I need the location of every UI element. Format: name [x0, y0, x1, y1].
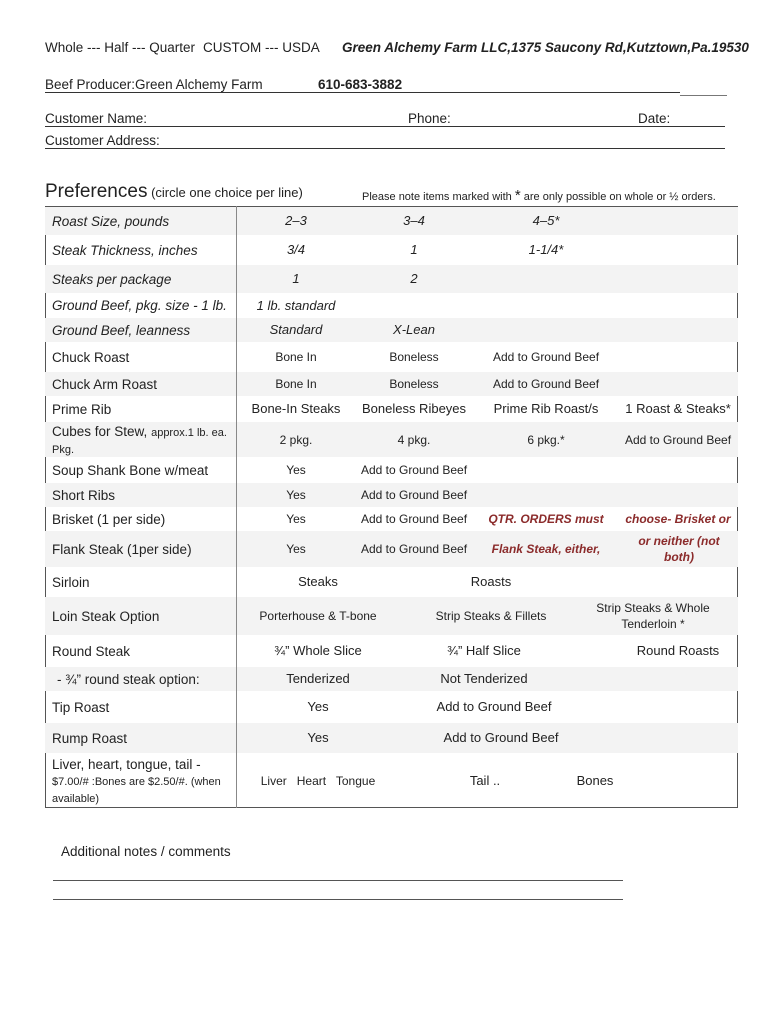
- row-liver-heart: [45, 754, 738, 807]
- option-cell[interactable]: Prime Rib Roast/s: [493, 401, 599, 416]
- option-cell[interactable]: Roasts: [470, 574, 512, 589]
- option-cell[interactable]: Add to Ground Beef: [360, 542, 468, 556]
- order-types: Whole --- Half --- Quarter: [45, 40, 196, 55]
- option-cell[interactable]: Round Roasts: [636, 643, 720, 658]
- row-label: Soup Shank Bone w/meat: [52, 462, 209, 478]
- row-round-steak-option: [45, 667, 738, 691]
- row-label: Ground Beef, leanness: [52, 322, 191, 338]
- note-text-post: are only possible on whole or ½ orders.: [520, 191, 716, 203]
- option-cell[interactable]: 4 pkg.: [397, 432, 431, 447]
- row-label: Steak Thickness, inches: [52, 242, 198, 258]
- option-cell[interactable]: Yes: [286, 542, 306, 556]
- option-cell[interactable]: 1 Roast & Steaks*: [625, 401, 731, 416]
- row-roast-size: [45, 207, 738, 235]
- option-cell[interactable]: Bone In: [275, 350, 317, 364]
- row-label: Sirloin: [52, 574, 90, 590]
- option-cell[interactable]: 1: [410, 242, 418, 257]
- row-chuck-arm-roast: [45, 372, 738, 396]
- row-label: [52, 422, 232, 459]
- option-cell[interactable]: Add to Ground Beef: [443, 730, 559, 745]
- row-prime-rib: [45, 397, 738, 421]
- row-label: Tip Roast: [52, 699, 110, 715]
- option-cell[interactable]: Yes: [286, 512, 306, 526]
- row-label: - ¾” round steak option:: [57, 671, 200, 687]
- row-label-main: Liver, heart, tongue, tail -: [52, 757, 201, 772]
- row-label: Flank Steak (1per side): [52, 541, 192, 557]
- row-rump-roast: [45, 723, 738, 753]
- preferences-heading: [45, 181, 303, 203]
- option-cell[interactable]: 4–5*: [532, 213, 560, 228]
- row-steaks-per-package: [45, 265, 738, 293]
- row-steak-thickness: [45, 236, 738, 264]
- option-cell[interactable]: Yes: [307, 699, 329, 714]
- row-label: Short Ribs: [52, 487, 116, 503]
- phone-underline: [245, 92, 680, 93]
- qtr-orders-note: choose- Brisket or: [625, 512, 731, 526]
- option-cell[interactable]: Bones: [576, 772, 614, 788]
- beef-producer: Beef Producer:Green Alchemy Farm: [45, 77, 263, 92]
- option-cell[interactable]: Add to Ground Beef: [492, 377, 600, 391]
- row-label: Prime Rib: [52, 401, 112, 417]
- option-cell[interactable]: Boneless: [389, 377, 439, 391]
- phone-underline-end: [680, 95, 727, 96]
- row-label: Round Steak: [52, 643, 131, 659]
- option-cell[interactable]: Yes: [307, 730, 329, 745]
- option-cell[interactable]: 1: [292, 271, 300, 286]
- row-brisket: [45, 508, 738, 530]
- option-cell[interactable]: Add to Ground Beef: [624, 432, 732, 447]
- option-cell[interactable]: Yes: [286, 488, 306, 502]
- row-label: Chuck Arm Roast: [52, 376, 158, 392]
- preferences-title: Preferences: [45, 181, 148, 202]
- option-cell[interactable]: Liver Heart Tongue: [260, 773, 376, 788]
- note-text-pre: Please note items marked with: [362, 191, 515, 203]
- option-cell[interactable]: Add to Ground Beef: [436, 699, 552, 714]
- option-cell[interactable]: 1-1/4*: [528, 242, 564, 257]
- customer-date-label: Date:: [638, 111, 671, 126]
- row-label-small: approx.1 lb. ea. Pkg.: [52, 427, 227, 456]
- customer-name-field[interactable]: [45, 126, 725, 127]
- option-cell[interactable]: Steaks: [298, 574, 338, 589]
- row-short-ribs: [45, 483, 738, 507]
- option-cell[interactable]: 2: [410, 271, 418, 286]
- row-ground-beef-size: [45, 294, 738, 317]
- farm-address: Green Alchemy Farm LLC,1375 Saucony Rd,Kutztown,Pa.19530: [342, 40, 749, 55]
- option-cell[interactable]: Porterhouse & T-bone: [259, 609, 377, 623]
- row-label: Brisket (1 per side): [52, 511, 166, 527]
- option-cell[interactable]: ¾” Whole Slice: [274, 643, 362, 658]
- custom-usda: CUSTOM --- USDA: [203, 40, 320, 55]
- producer-phone: 610-683-3882: [318, 77, 403, 92]
- option-cell[interactable]: Standard: [269, 322, 323, 337]
- row-label: Roast Size, pounds: [52, 213, 170, 229]
- option-cell[interactable]: ¾” Half Slice: [447, 643, 521, 658]
- option-cell[interactable]: Add to Ground Beef: [360, 463, 468, 477]
- row-cubes-for-stew: [45, 422, 738, 457]
- notes-line-2[interactable]: [53, 899, 623, 900]
- row-label-small: $7.00/# :Bones are $2.50/#. (when available): [52, 776, 221, 805]
- option-cell[interactable]: Add to Ground Beef: [492, 350, 600, 364]
- option-cell[interactable]: X-Lean: [393, 322, 435, 337]
- option-cell[interactable]: 2–3: [285, 213, 307, 228]
- row-soup-shank: [45, 458, 738, 482]
- option-cell[interactable]: 3/4: [286, 242, 306, 257]
- table-column-divider: [236, 206, 237, 808]
- row-label-main: Cubes for Stew,: [52, 424, 148, 439]
- option-cell[interactable]: Yes: [286, 463, 306, 477]
- customer-address-field[interactable]: [45, 148, 725, 149]
- producer-underline: [45, 92, 245, 93]
- row-round-steak: [45, 636, 738, 666]
- row-label: Rump Roast: [52, 730, 128, 746]
- qtr-orders-note: Flank Steak, either,: [491, 542, 601, 556]
- row-chuck-roast: [45, 343, 738, 371]
- row-label: [52, 754, 237, 810]
- option-cell[interactable]: Strip Steaks & Whole Tenderloin *: [596, 601, 710, 631]
- customer-address-label: Customer Address:: [45, 133, 160, 148]
- option-cell[interactable]: 3–4: [403, 213, 425, 228]
- option-cell[interactable]: Bone In: [275, 377, 317, 391]
- row-sirloin: [45, 568, 738, 596]
- option-cell[interactable]: Tail ..: [469, 772, 501, 788]
- option-cell[interactable]: Strip Steaks & Fillets: [435, 609, 547, 623]
- row-label: Chuck Roast: [52, 349, 130, 365]
- preferences-subtitle: (circle one choice per line): [151, 185, 303, 200]
- option-cell[interactable]: Not Tenderized: [440, 671, 528, 686]
- qtr-orders-note: QTR. ORDERS must: [488, 512, 604, 526]
- option-cell[interactable]: 1 lb. standard: [256, 297, 336, 313]
- row-flank-steak: [45, 531, 738, 567]
- option-cell[interactable]: Boneless Ribeyes: [361, 401, 467, 416]
- notes-line-1[interactable]: [53, 880, 623, 881]
- option-cell[interactable]: Tenderized: [286, 671, 350, 686]
- qtr-orders-note: or neither (not both): [638, 534, 720, 564]
- customer-phone-label: Phone:: [408, 111, 451, 126]
- option-cell[interactable]: 6 pkg.*: [527, 432, 565, 447]
- row-loin-steak: [45, 597, 738, 635]
- row-label: Loin Steak Option: [52, 608, 160, 624]
- row-tip-roast: [45, 692, 738, 722]
- customer-name-label: Customer Name:: [45, 111, 148, 126]
- row-label: Ground Beef, pkg. size - 1 lb.: [52, 298, 227, 313]
- option-cell[interactable]: 2 pkg.: [279, 432, 313, 447]
- option-cell[interactable]: Add to Ground Beef: [360, 512, 468, 526]
- option-cell[interactable]: Bone-In Steaks: [251, 401, 341, 416]
- option-cell[interactable]: Boneless: [389, 350, 439, 364]
- note-star: *: [514, 187, 521, 204]
- option-cell[interactable]: Add to Ground Beef: [360, 488, 468, 502]
- preferences-note: [362, 187, 716, 204]
- notes-label: Additional notes / comments: [61, 844, 231, 859]
- row-label: Steaks per package: [52, 271, 172, 287]
- row-ground-beef-leanness: [45, 318, 738, 342]
